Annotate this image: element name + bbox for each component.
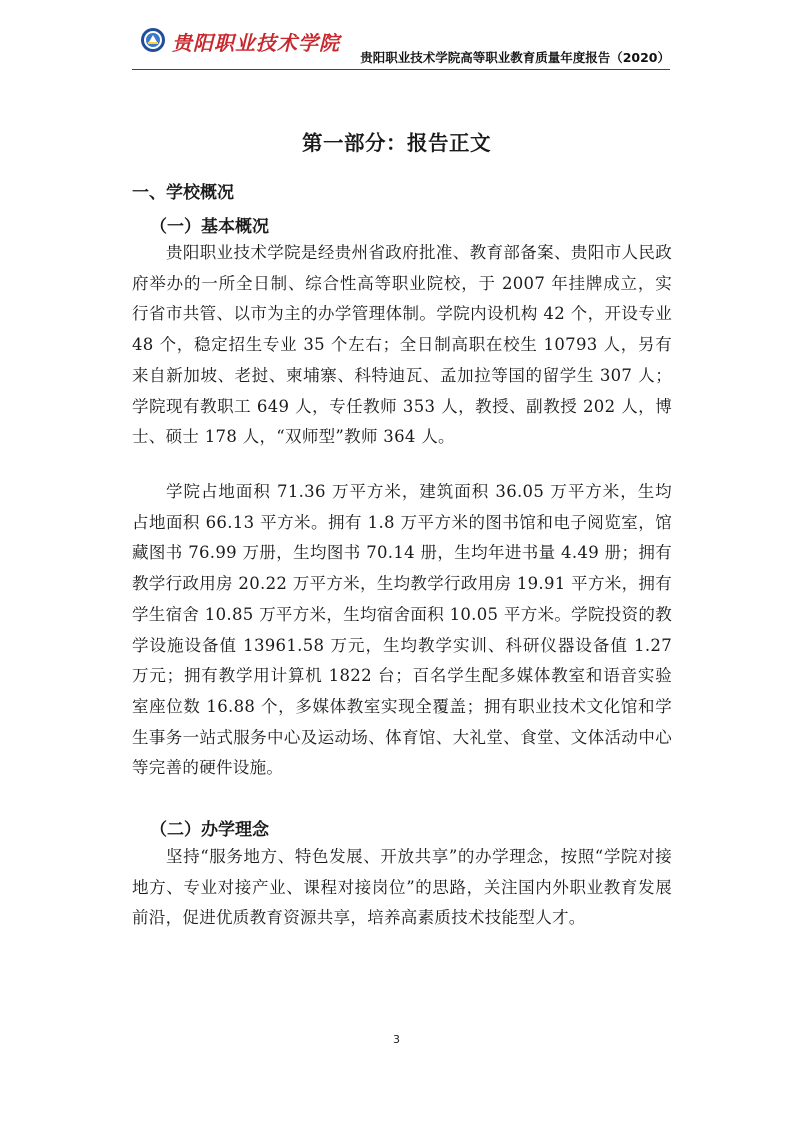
paragraph-campus-facilities: 学院占地面积 71.36 万平方米，建筑面积 36.05 万平方米，生均占地面积 66.13 平方米。拥有 1.8 万平方米的图书馆和电子阅览室，馆藏图书 76.99 万册，生均图书 70.14 册，生均年进书量 4.49 册；拥有教学行政用房 20.22 万平方米，生均教学行政用房 19.91 平方米，拥有学生宿舍 10.85 万平方米，生均宿舍面积 10.05 平方米。学院投资的教学设施设备值 13961.58 万元，生均教学实训、科研仪器设备值 1.27 万元；拥有教学用计算机 1822 台；百名学生配多媒体教室和语音实验室座位数 16.88 个，多媒体教室实现全覆盖；拥有职业技术文化馆和学生事务一站式服务中心及运动场、体育馆、大礼堂、食堂、文体活动中心等完善的硬件设施。 [132,482,672,778]
paragraph-philosophy: 坚持“服务地方、特色发展、开放共享”的办学理念，按照“学院对接地方、专业对接产业、课程对接岗位”的思路，关注国内外职业教育发展前沿，促进优质教育资源共享，培养高素质技术技能型人才。 [132,847,672,928]
page-number: 3 [393,1033,400,1046]
school-emblem-icon [140,27,166,53]
section-heading: 一、学校概况 [132,183,234,203]
part-title: 第一部分：报告正文 [302,131,491,155]
paragraph-basic-overview: 贵阳职业技术学院是经贵州省政府批准、教育部备案、贵阳市人民政府举办的一所全日制、综合性高等职业院校，于 2007 年挂牌成立，实行省市共管、以市为主的办学管理体制。学院内设机构 42 个，开设专业 48 个，稳定招生专业 35 个左右；全日制高职在校生 10793 人，另有来自新加坡、老挝、柬埔寨、科特迪瓦、孟加拉等国的留学生 307 人；学院现有教职工 649 人，专任教师 353 人，教授、副教授 202 人，博士、硕士 178 人，“双师型”教师 364 人。 [132,243,672,447]
subsection-heading-philosophy: （二）办学理念 [150,820,269,840]
header-divider [132,69,670,70]
subsection-heading-basic-overview: （一）基本概况 [150,217,269,237]
report-running-title: 贵阳职业技术学院高等职业教育质量年度报告（2020） [360,50,670,65]
school-logo-text: 贵阳职业技术学院 [172,31,340,55]
page-header [132,18,670,70]
